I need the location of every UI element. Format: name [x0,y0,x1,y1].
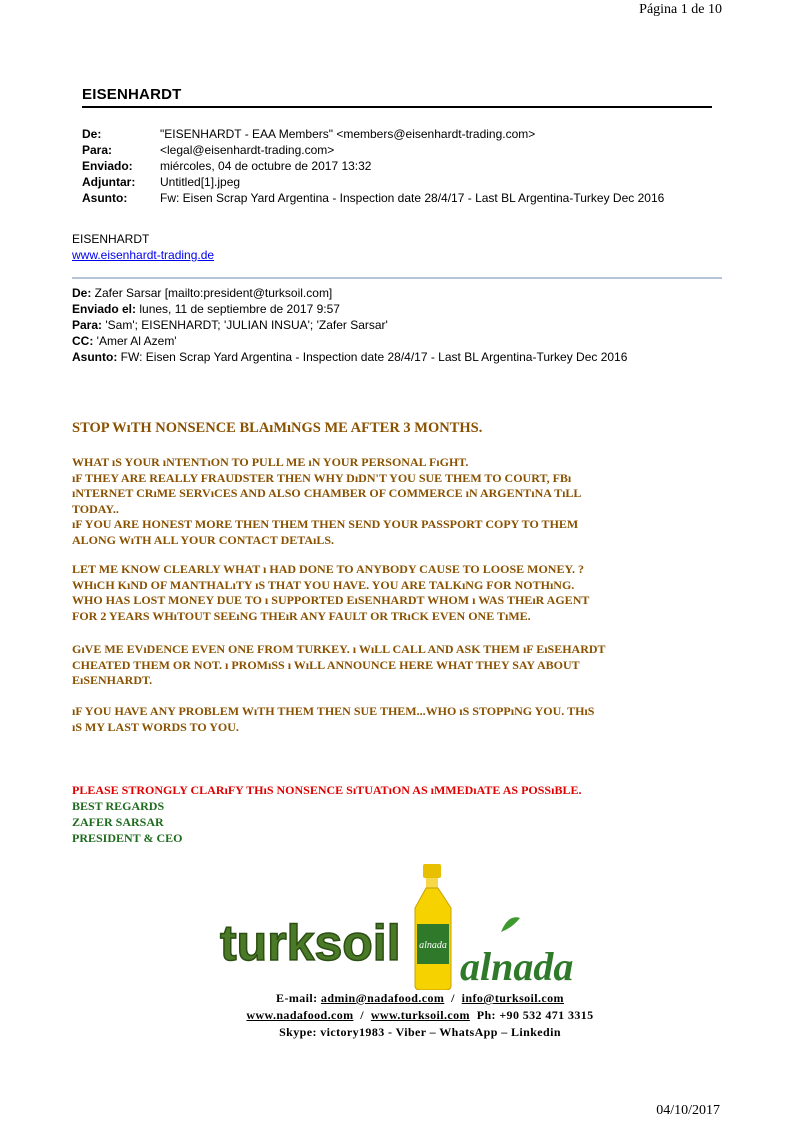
bottle-label: alnada [419,940,447,951]
sender-name: EISENHARDT [72,232,150,246]
header-label: Enviado: [82,159,133,173]
message-line: EıSENHARDT. [72,673,153,688]
leaf-icon [501,917,520,932]
clarify-request: PLEASE STRONGLY CLARıFY THıS NONSENCE SıTUATıON AS ıMMEDıATE AS POSSıBLE. [72,783,582,797]
message-headline: STOP WıTH NONSENCE BLAıMıNGS ME AFTER 3 MONTHS. [72,420,483,436]
footer-web-row [140,1007,700,1024]
footer-email-row [140,990,700,1007]
email-link-admin[interactable]: admin@nadafood.com [320,991,445,1005]
fwd-label: De: [72,286,92,300]
header-attachment-row [82,174,722,190]
forward-separator [72,277,722,279]
fwd-cc-row [72,333,722,349]
org-title: EISENHARDT [82,86,182,103]
email-link-info[interactable]: info@turksoil.com [461,991,564,1005]
page-number: Página 1 de 10 [639,2,722,17]
message-line: CHEATED THEM OR NOT. ı PROMıSS ı WıLL ANNOUNCE HERE WHAT THEY SAY ABOUT [72,657,580,672]
email-separator: / [444,991,462,1005]
message-paragraph-1 [72,455,732,549]
fwd-sent-value: lunes, 11 de septiembre de 2017 9:57 [136,302,340,316]
message-line: GıVE ME EVıDENCE EVEN ONE FROM TURKEY. ı WıLL CALL AND ASK THEM ıF EıSEHARDT [72,642,606,656]
title-divider [82,106,712,108]
fwd-label: Enviado el: [72,302,137,316]
signature-block [72,782,581,846]
email-label: E-mail: [276,991,321,1005]
fwd-label: Para: [72,318,103,332]
fwd-label: Asunto: [72,350,118,364]
header-label: Para: [82,143,113,157]
fwd-cc-value: 'Amer Al Azem' [93,334,177,348]
header-from-row [82,126,722,142]
message-line: WHAT ıS YOUR ıNTENTıON TO PULL ME ıN YOUR PERSONAL FıGHT. [72,455,469,469]
header-sent-value: miércoles, 04 de octubre de 2017 13:32 [160,159,372,173]
alnada-logo: alnada [460,944,574,989]
header-from-value: "EISENHARDT - EAA Members" <members@eisenhardt-trading.com> [160,127,536,141]
message-line: ALONG WıTH ALL YOUR CONTACT DETAıLS. [72,532,335,547]
header-attachment-value: Untitled[1].jpeg [160,175,241,189]
web-link-nadafood[interactable]: www.nadafood.com [246,1008,354,1022]
contact-footer [140,990,700,1041]
forwarded-header [72,285,722,365]
message-line: WHıCH KıND OF MANTHALıTY ıS THAT YOU HAVE. YOU ARE TALKıNG FOR NOTHıNG. [72,577,575,592]
web-link-turksoil[interactable]: www.turksoil.com [370,1008,470,1022]
fwd-label: CC: [72,334,94,348]
message-line: TODAY.. [72,501,119,516]
fwd-sent-row [72,301,722,317]
header-subject-value: Fw: Eisen Scrap Yard Argentina - Inspection date 28/4/17 - Last BL Argentina-Turkey Dec 2016 [160,191,665,205]
footer-social-row: Skype: victory1983 - Viber – WhatsApp – Linkedin [279,1025,561,1039]
fwd-to-row [72,317,722,333]
turksoil-logo: turksoil [220,915,401,971]
header-label: De: [82,127,102,141]
fwd-subject-value: FW: Eisen Scrap Yard Argentina - Inspection date 28/4/17 - Last BL Argentina-Turkey Dec 2016 [117,350,628,364]
message-line: FOR 2 YEARS WHıTOUT SEEıNG THEıR ANY FAULT OR TRıCK EVEN ONE TıME. [72,608,531,623]
logo-graphic [216,862,586,990]
header-label: Asunto: [82,191,128,205]
header-to-row [82,142,722,158]
company-logos [216,862,586,990]
message-line: LET ME KNOW CLEARLY WHAT ı HAD DONE TO ANYBODY CAUSE TO LOOSE MONEY. ? [72,562,585,576]
header-sent-row [82,158,722,174]
message-line: ıNTERNET CRıME SERVıCES AND ALSO CHAMBER OF COMMERCE ıN ARGENTıNA TıLL [72,486,582,501]
message-line: ıF YOU HAVE ANY PROBLEM WıTH THEM THEN SUE THEM...WHO ıS STOPPıNG YOU. THıS [72,704,595,718]
email-header [82,126,722,206]
message-line: ıF THEY ARE REALLY FRAUDSTER THEN WHY DıDN'T YOU SUE THEM TO COURT, FBı [72,470,572,485]
message-paragraph-3 [72,642,732,689]
signer-title: PRESIDENT & CEO [72,831,183,845]
fwd-subject-row [72,349,722,365]
oil-bottle-icon [415,864,451,990]
print-date: 04/10/2017 [656,1103,720,1118]
phone-number: Ph: +90 532 471 3315 [469,1008,594,1022]
signer-name: ZAFER SARSAR [72,815,164,829]
sender-block [72,231,214,263]
fwd-from-value: Zafer Sarsar [mailto:president@turksoil.com] [91,286,333,300]
fwd-from-row [72,285,722,301]
best-regards: BEST REGARDS [72,799,165,813]
header-subject-row [82,190,722,206]
web-separator: / [353,1008,371,1022]
header-label: Adjuntar: [82,175,136,189]
sender-website-link[interactable]: www.eisenhardt-trading.de [72,248,215,262]
fwd-to-value: 'Sam'; EISENHARDT; 'JULIAN INSUA'; 'Zafer Sarsar' [102,318,388,332]
message-line: ıS MY LAST WORDS TO YOU. [72,719,239,734]
message-line: WHO HAS LOST MONEY DUE TO ı SUPPORTED EıSENHARDT WHOM ı WAS THEıR AGENT [72,593,590,608]
message-paragraph-4 [72,704,732,735]
message-line: ıF YOU ARE HONEST MORE THEN THEM THEN SEND YOUR PASSPORT COPY TO THEM [72,517,579,532]
message-paragraph-2 [72,562,732,624]
header-to-value: <legal@eisenhardt-trading.com> [160,143,335,157]
